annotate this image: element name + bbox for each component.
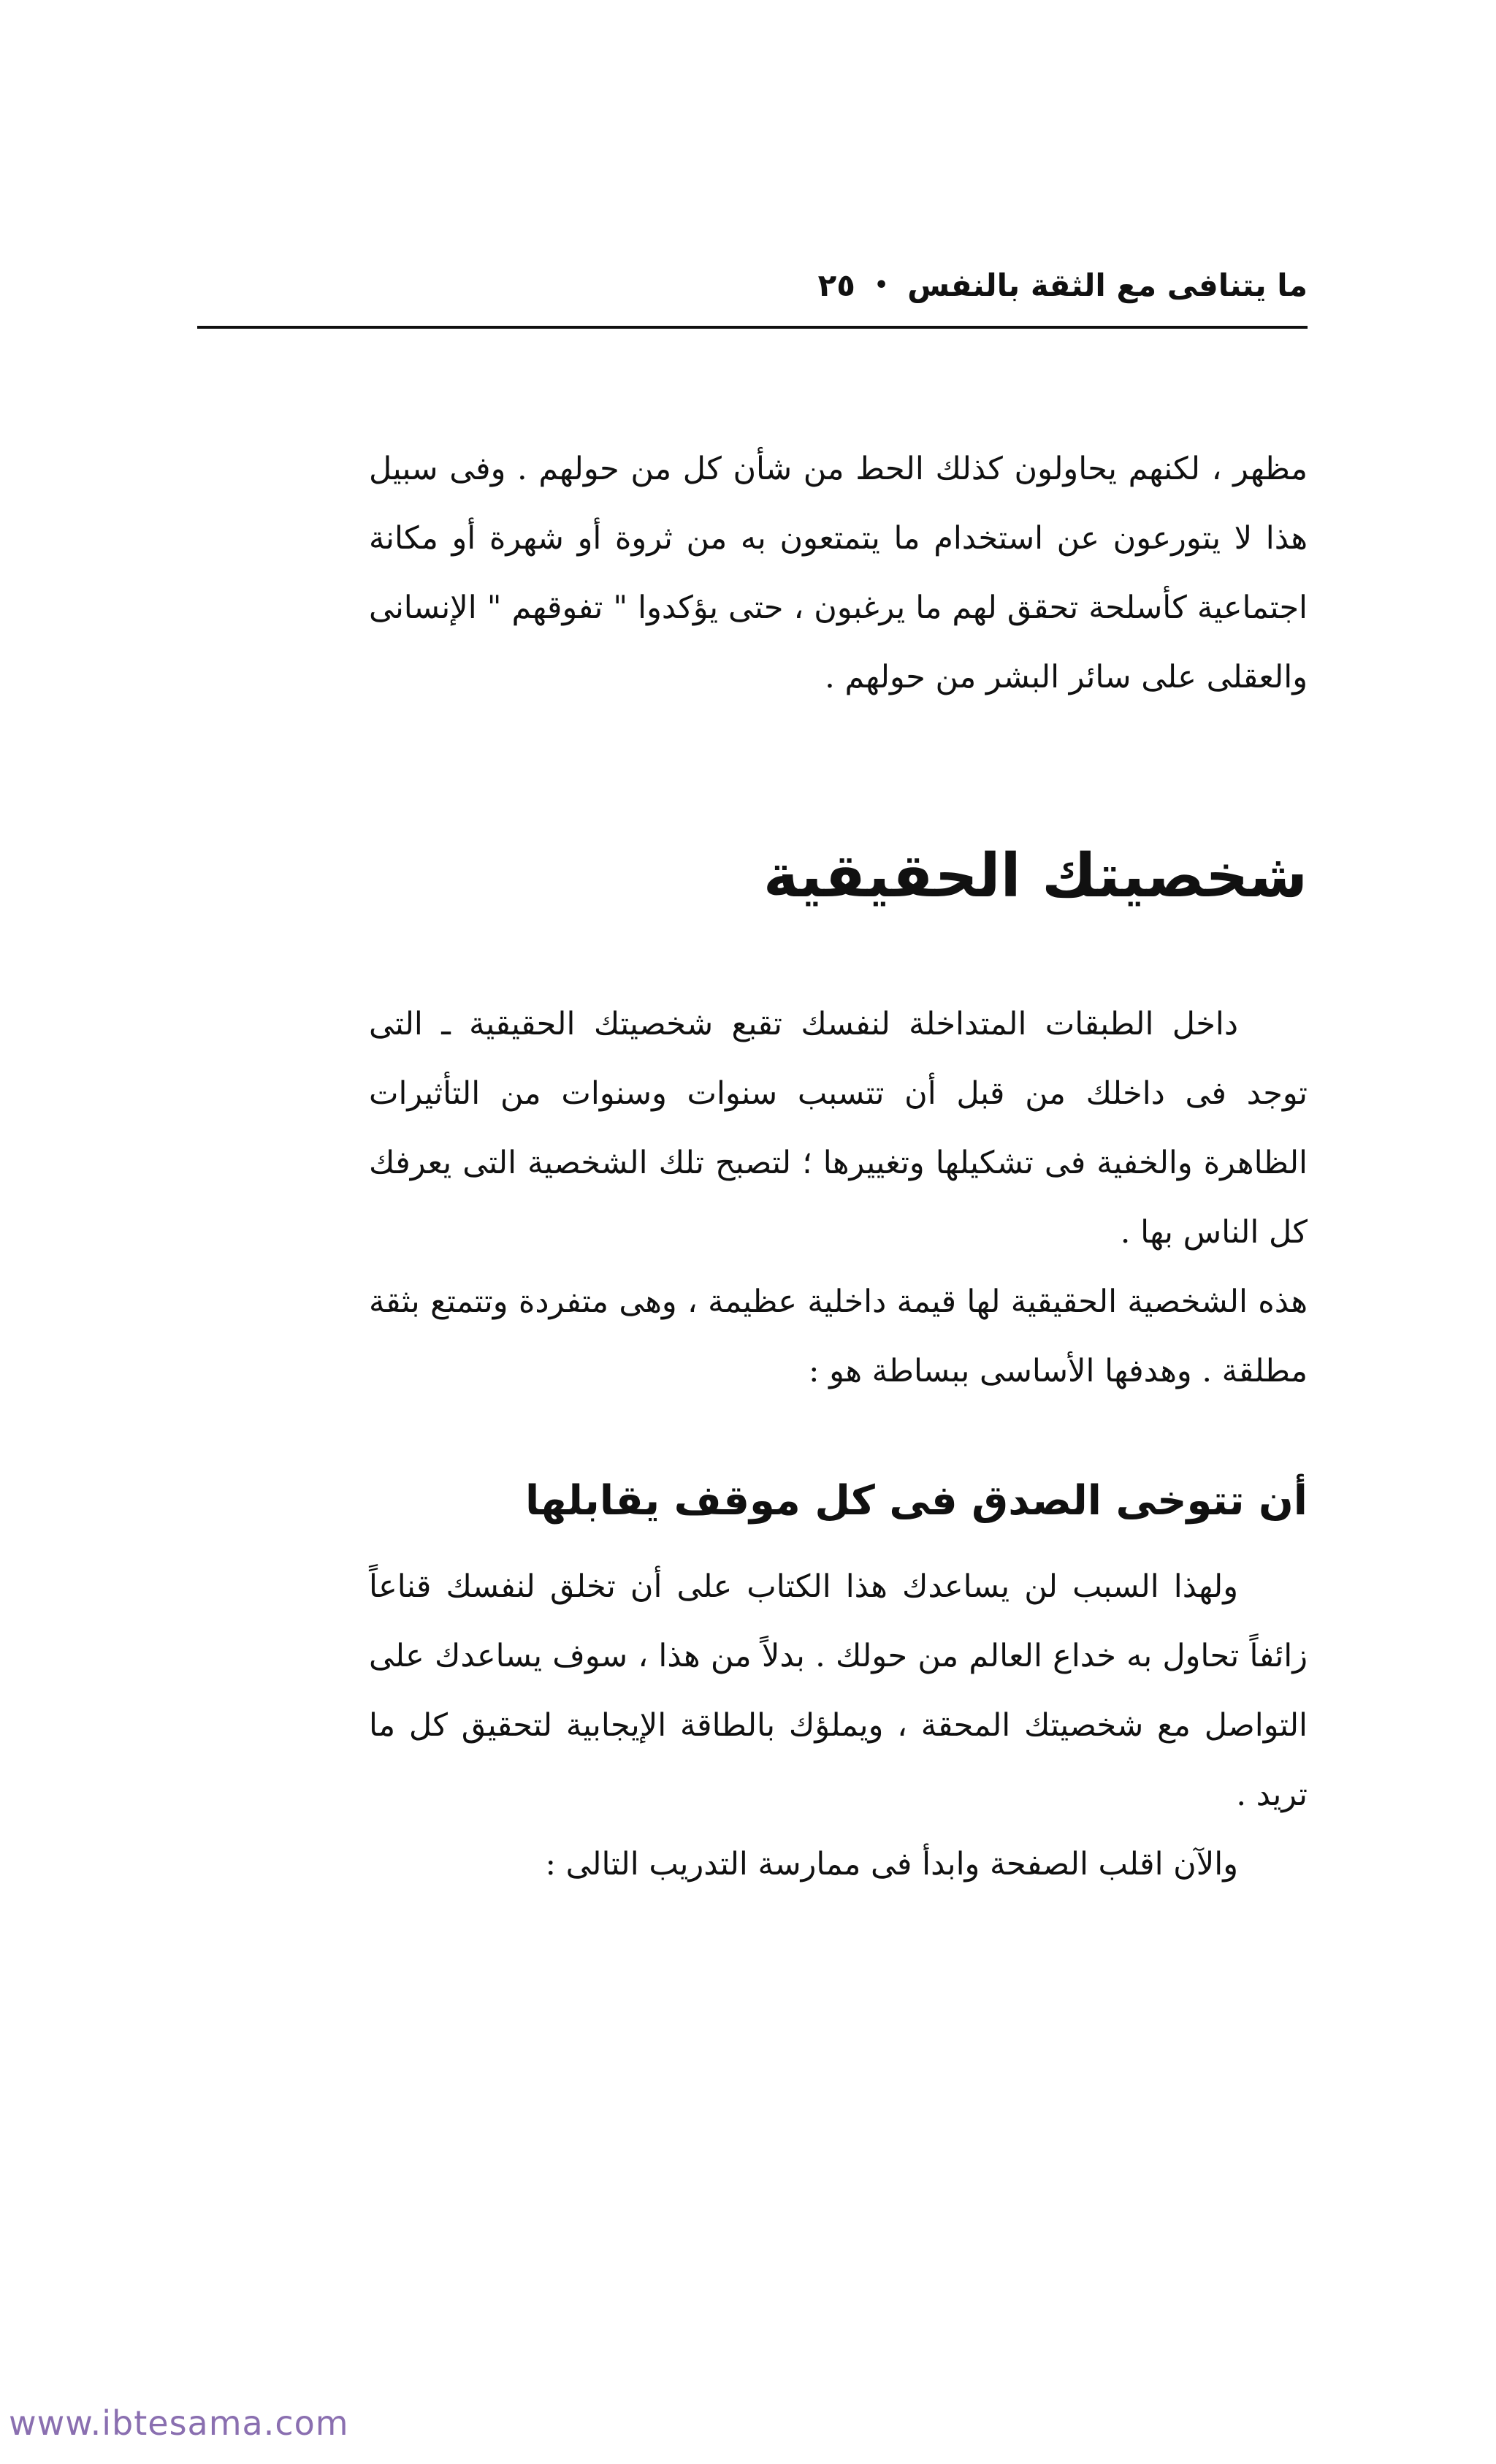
closing-paragraph: ولهذا السبب لن يساعدك هذا الكتاب على أن تخلق لنفسك قناعاً زائفاً تحاول به خداع العالم من حولك . بدلاً من هذا ، سوف يساعدك على التواصل مع شخصيتك المحقة ، ويملؤك بالطاقة الإيجابية لتحقيق كل ما تريد .	[369, 1568, 1308, 1813]
header-bullet: •	[874, 272, 889, 298]
intro-text-block	[369, 435, 1308, 712]
header-title: ما يتنافى مع الثقة بالنفس	[907, 267, 1308, 303]
closing-paragraph: والآن اقلب الصفحة وابدأ فى ممارسة التدريب التالى :	[545, 1846, 1238, 1883]
section-paragraph: داخل الطبقات المتداخلة لنفسك تقبع شخصيتك الحقيقية ـ التى توجد فى داخلك من قبل أن تتسبب سنوات وسنوات من التأثيرات الظاهرة والخفية فى تشكيلها وتغييرها ؛ لتصبح تلك الشخصية التى يعرفك كل الناس بها .	[369, 1006, 1308, 1251]
subheading: أن تتوخى الصدق فى كل موقف يقابلها	[524, 1477, 1308, 1525]
watermark-url: www.ibtesama.com	[9, 2403, 349, 2443]
section-heading: شخصيتك الحقيقية	[763, 842, 1308, 911]
header-divider	[197, 326, 1308, 329]
closing-text-block	[369, 1552, 1308, 1899]
page-number: ٢٥	[817, 267, 855, 303]
section-text-block	[369, 990, 1308, 1406]
intro-paragraph: مظهر ، لكنهم يحاولون كذلك الحط من شأن كل من حولهم . وفى سبيل هذا لا يتورعون عن استخدام ما يتمتعون به من ثروة أو شهرة أو مكانة اجتماعية كأسلحة تحقق لهم ما يرغبون ، حتى يؤكدوا " تفوقهم " الإنسانى والعقلى على سائر البشر من حولهم .	[369, 451, 1308, 695]
running-header	[197, 256, 1308, 314]
section-paragraph: هذه الشخصية الحقيقية لها قيمة داخلية عظيمة ، وهى متفردة وتتمتع بثقة مطلقة . وهدفها الأساسى ببساطة هو :	[369, 1284, 1308, 1389]
